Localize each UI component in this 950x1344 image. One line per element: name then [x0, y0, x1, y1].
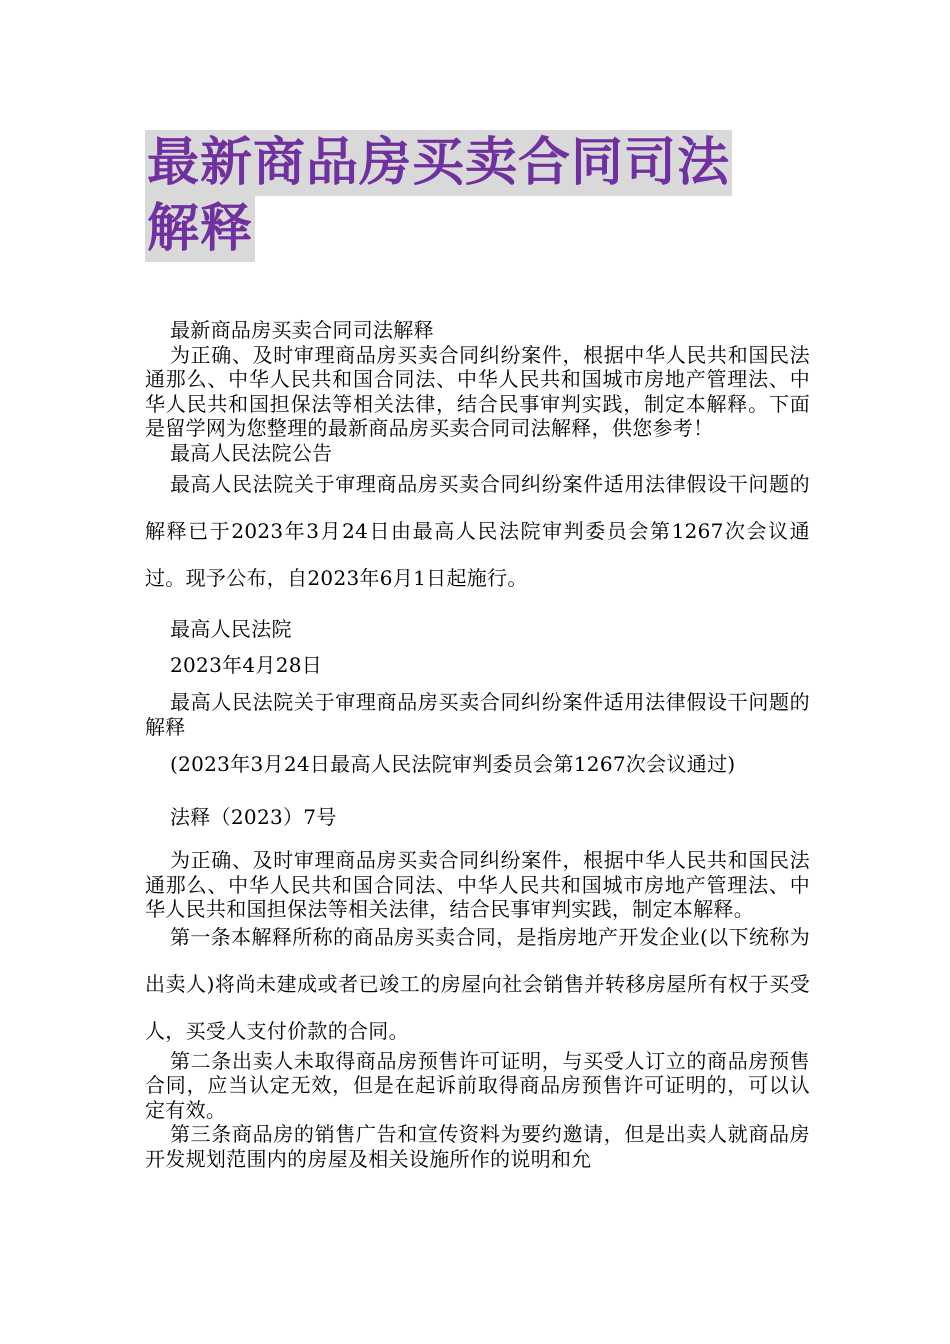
- paragraph-interpretation-title: 最高人民法院关于审理商品房买卖合同纠纷案件适用法律假设干问题的解释: [145, 690, 810, 739]
- paragraph-date: 2023年4月28日: [170, 653, 323, 677]
- paragraph-adoption-note: (2023年3月24日最高人民法院审判委员会第1267次会议通过): [170, 752, 736, 776]
- paragraph-preamble: 为正确、及时审理商品房买卖合同纠纷案件，根据中华人民共和国民法通那么、中华人民共和国合同法、中华人民共和国城市房地产管理法、中华人民共和国担保法等相关法律，结合民事审判实践，制定本解释。: [145, 848, 810, 921]
- title-line-2: 解释: [145, 196, 255, 262]
- paragraph-announcement-heading: 最高人民法院公告: [170, 440, 333, 465]
- paragraph-document-number: 法释（2023）7号: [170, 805, 337, 829]
- document-title: [145, 130, 815, 262]
- document-body: [145, 318, 810, 1171]
- paragraph-intro: 为正确、及时审理商品房买卖合同纠纷案件，根据中华人民共和国民法通那么、中华人民共和国合同法、中华人民共和国城市房地产管理法、中华人民共和国担保法等相关法律，结合民事审判实践，制定本解释。下面是留学网为您整理的最新商品房买卖合同司法解释，供您参考！: [145, 342, 810, 440]
- title-line-1: 最新商品房买卖合同司法: [145, 130, 732, 196]
- paragraph-article-1: 第一条本解释所称的商品房买卖合同，是指房地产开发企业(以下统称为出卖人)将尚未建成或者已竣工的房屋向社会销售并转移房屋所有权于买受人，买受人支付价款的合同。: [145, 924, 810, 1043]
- paragraph-article-2: 第二条出卖人未取得商品房预售许可证明，与买受人订立的商品房预售合同，应当认定无效，但是在起诉前取得商品房预售许可证明的，可以认定有效。: [145, 1048, 810, 1122]
- paragraph-subtitle: 最新商品房买卖合同司法解释: [170, 318, 434, 342]
- paragraph-announcement: 最高人民法院关于审理商品房买卖合同纠纷案件适用法律假设干问题的解释已于2023年3月24日由最高人民法院审判委员会第1267次会议通过。现予公布，自2023年6月1日起施行。: [145, 472, 810, 590]
- paragraph-article-3: 第三条商品房的销售广告和宣传资料为要约邀请，但是出卖人就商品房开发规划范围内的房屋及相关设施所作的说明和允: [145, 1122, 810, 1171]
- paragraph-court-name: 最高人民法院: [170, 617, 292, 641]
